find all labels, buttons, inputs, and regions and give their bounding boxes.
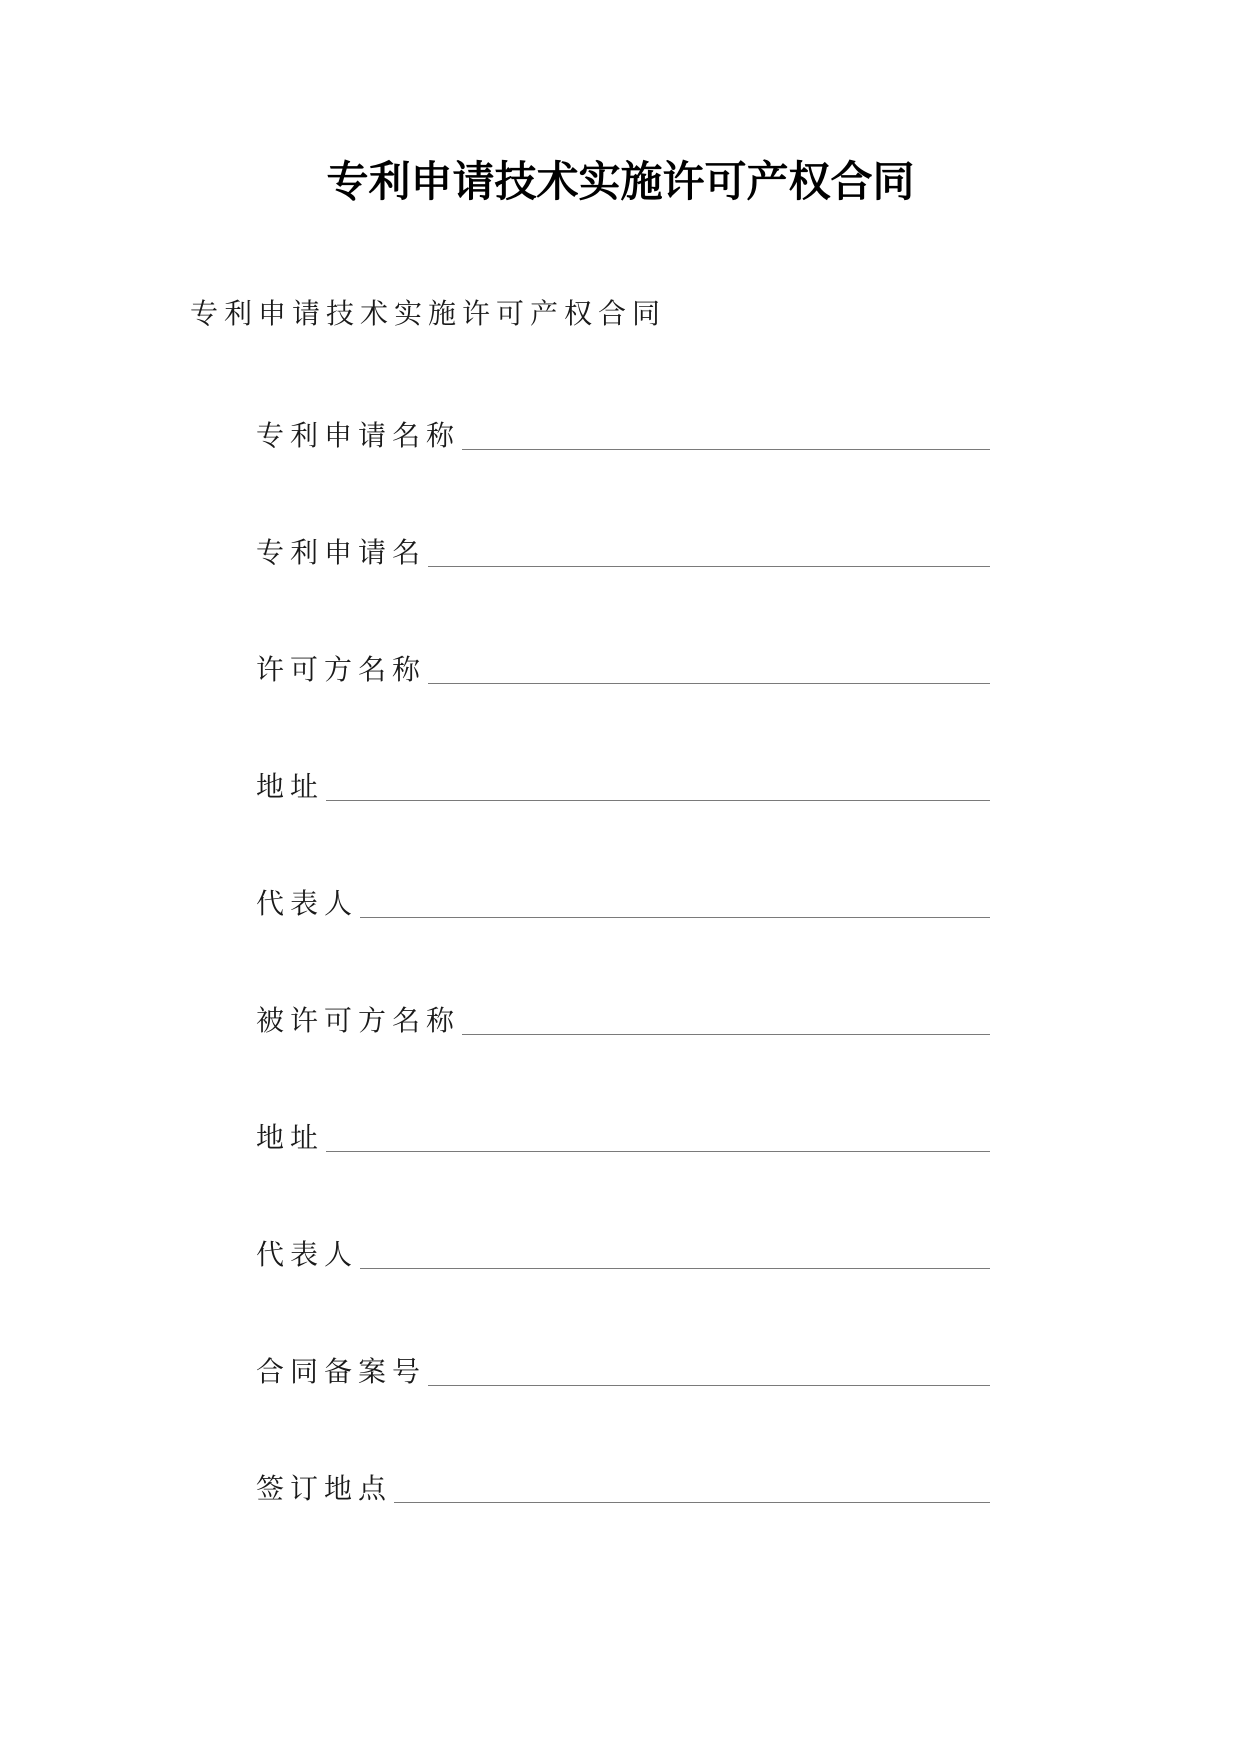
field-label: 被许可方名称 <box>256 1004 461 1037</box>
blank-fill-line[interactable] <box>360 1268 990 1269</box>
field-label: 签订地点 <box>256 1472 393 1505</box>
field-row-licensee-representative <box>256 1231 990 1275</box>
field-row-signing-place <box>256 1465 990 1509</box>
field-row-patent-application <box>256 529 990 573</box>
field-row-licensor-representative <box>256 880 990 924</box>
field-label: 地址 <box>256 1121 325 1154</box>
blank-fill-line[interactable] <box>428 566 990 567</box>
field-row-contract-record-number <box>256 1348 990 1392</box>
page-title: 专利申请技术实施许可产权合同 <box>326 157 915 206</box>
blank-fill-line[interactable] <box>394 1502 990 1503</box>
blank-fill-line[interactable] <box>462 449 990 450</box>
field-label: 代表人 <box>256 887 359 920</box>
field-label: 地址 <box>256 770 325 803</box>
field-row-licensor-name <box>256 646 990 690</box>
field-row-licensor-address <box>256 763 990 807</box>
blank-fill-line[interactable] <box>360 917 990 918</box>
field-row-licensee-address <box>256 1114 990 1158</box>
blank-fill-line[interactable] <box>326 800 990 801</box>
field-label: 专利申请名称 <box>256 419 461 452</box>
blank-fill-line[interactable] <box>428 1385 990 1386</box>
blank-fill-line[interactable] <box>326 1151 990 1152</box>
blank-fill-line[interactable] <box>428 683 990 684</box>
field-label: 许可方名称 <box>256 653 427 686</box>
field-row-licensee-name <box>256 997 990 1041</box>
field-label: 专利申请名 <box>256 536 427 569</box>
blank-fill-line[interactable] <box>462 1034 990 1035</box>
field-label: 合同备案号 <box>256 1355 427 1388</box>
field-label: 代表人 <box>256 1238 359 1271</box>
document-subtitle: 专利申请技术实施许可产权合同 <box>190 297 667 330</box>
field-row-patent-application-name <box>256 412 990 456</box>
